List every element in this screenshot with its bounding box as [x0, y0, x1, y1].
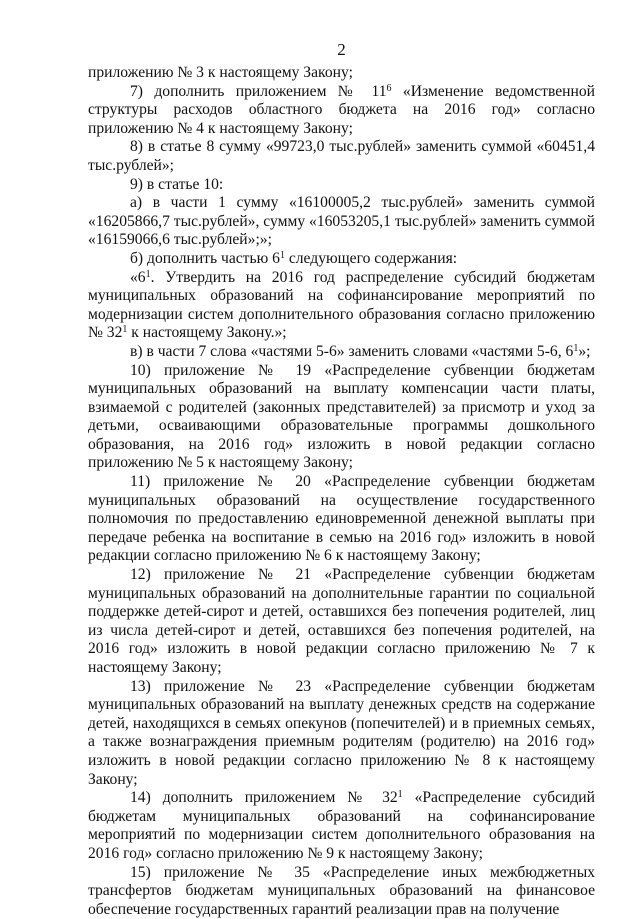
paragraph — [88, 678, 595, 790]
paragraph-text: «Изменение ведомственной структуры расходов областного бюджета на 2016 год» согласно приложению № 4 к настоящему Закону; — [88, 82, 595, 137]
paragraph — [88, 566, 595, 678]
superscript: 1 — [573, 342, 579, 354]
paragraph — [88, 864, 595, 919]
paragraph-text: 12) приложение № 21 «Распределение субвенции бюджетам муниципальных образований на дополнительные гарантии по социальной поддержке детей-сирот и детей, оставшихся без попечения родителей, лиц из числа детей-сирот и детей, оставшихся без попечения родителей, на 2016 год» изложить в новой редакции согласно приложению № 7 к настоящему Закону; — [88, 566, 595, 676]
document-body — [88, 64, 595, 919]
paragraph — [88, 343, 595, 362]
superscript: 1 — [397, 789, 403, 801]
paragraph-text: »; — [578, 342, 591, 360]
superscript: 1 — [145, 268, 151, 280]
paragraph-text: «Распределение субсидий бюджетам муниципальных образований на софинансирование мероприятий по модернизации систем дополнительного образования на 2016 год» согласно приложению № 9 к настоящему Закону; — [88, 789, 595, 862]
paragraph-text: «6 — [130, 268, 146, 286]
paragraph-text: 11) приложение № 20 «Распределение субвенции бюджетам муниципальных образований на осуществление государственного полномочия по предоставлению единовременной денежной выплаты при передаче ребенка на воспитание в семью на 2016 год» изложить в новой редакции согласно приложению № 6 к настоящему Закону; — [88, 473, 595, 565]
paragraph-text: 14) дополнить приложением № 32 — [130, 789, 398, 807]
paragraph — [88, 269, 595, 343]
paragraph-text: . Утвердить на 2016 год распределение субсидий бюджетам муниципальных образований на софинансирование мероприятий по модернизации систем дополнительного образования согласно приложению № 32 — [88, 268, 595, 342]
paragraph — [88, 473, 595, 566]
paragraph — [88, 64, 595, 83]
paragraph-text: к настоящему Закону.»; — [127, 324, 287, 342]
paragraph — [88, 194, 595, 250]
paragraph — [88, 362, 595, 474]
paragraph-text: в) в части 7 слова «частями 5-6» заменить словами «частями 5-6, 6 — [130, 342, 574, 360]
paragraph — [88, 138, 595, 175]
paragraph-text: следующего содержания: — [284, 249, 458, 267]
paragraph-text: а) в части 1 сумму «16100005,2 тыс.рублей» заменить суммой «16205866,7 тыс.рублей», сумму «16053205,1 тыс.рублей» заменить суммой «16159066,6 тыс.рублей»;»; — [88, 194, 595, 249]
paragraph-text: 15) приложение № 35 «Распределение иных межбюджетных трансфертов бюджетам муниципальных образований на финансовое обеспечение государственных гарантий реализации прав на получение — [88, 863, 595, 918]
paragraph — [88, 789, 595, 863]
paragraph-text: приложению № 3 к настоящему Закону; — [88, 64, 353, 81]
superscript: 1 — [122, 324, 128, 336]
paragraph-text: 9) в статье 10: — [130, 175, 224, 193]
superscript: 6 — [386, 82, 392, 94]
paragraph-text: 8) в статье 8 сумму «99723,0 тыс.рублей» заменить суммой «60451,4 тыс.рублей»; — [88, 138, 595, 174]
paragraph-text: 7) дополнить приложением № 11 — [130, 82, 387, 100]
paragraph-text: б) дополнить частью 6 — [130, 249, 280, 267]
paragraph — [88, 176, 595, 195]
paragraph — [88, 83, 595, 139]
paragraph-text: 13) приложение № 23 «Распределение субвенции бюджетам муниципальных образований на выплату денежных средств на содержание детей, находящихся в семьях опекунов (попечителей) и в приемных семьях, а также вознаграждения приемным родителям (родителю) на 2016 год» изложить в новой редакции согласно приложению № 8 к настоящему Закону; — [88, 677, 595, 788]
paragraph-text: 10) приложение № 19 «Распределение субвенции бюджетам муниципальных образований на выплату компенсации части платы, взимаемой с родителей (законных представителей) за присмотр и уход за детьми, осваивающими образовательные программы дошкольного образования, на 2016 год» изложить в новой редакции согласно приложению № 5 к настоящему Закону; — [88, 361, 595, 472]
page-number: 2 — [337, 40, 346, 59]
superscript: 1 — [279, 249, 285, 261]
paragraph — [88, 250, 595, 269]
